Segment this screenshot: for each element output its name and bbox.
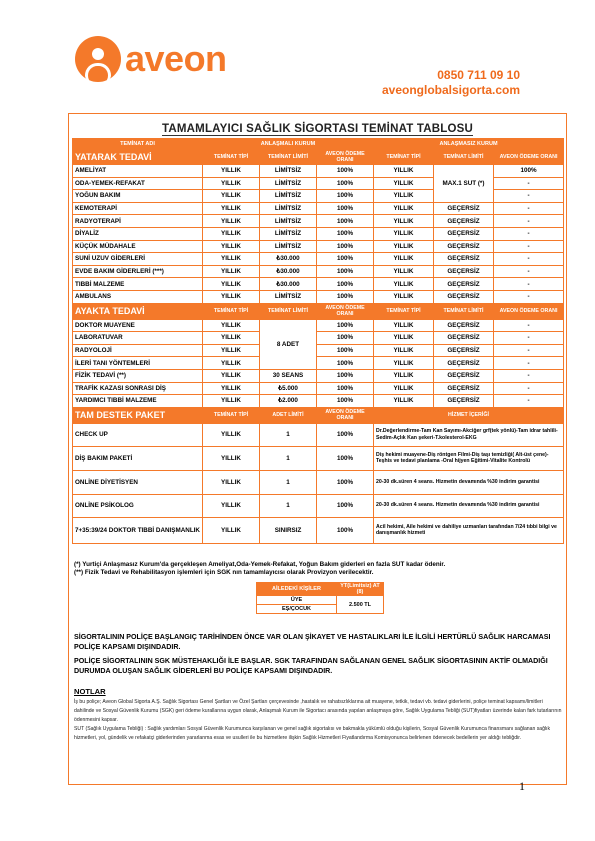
table-row	[73, 470, 564, 494]
coverage-type: YILLIK	[374, 227, 434, 240]
payment-rate: 100%	[317, 357, 374, 370]
payment-rate: 100%	[317, 227, 374, 240]
table-row	[73, 265, 564, 278]
coverage-type: YILLIK	[374, 344, 434, 357]
coverage-name: RADYOTERAPİ	[73, 215, 203, 228]
column-header: AVEON ÖDEME ORANI	[494, 149, 564, 165]
coverage-name: ODA-YEMEK-REFAKAT	[73, 177, 203, 190]
coverage-type: YILLIK	[203, 290, 260, 303]
column-header: AVEON ÖDEME ORANI	[317, 407, 374, 423]
section-header-ayakta	[73, 303, 564, 319]
table-row	[73, 202, 564, 215]
family-limit-header: YT(Limitsiz) AT (8)	[337, 583, 384, 596]
section-header-destek	[73, 407, 564, 423]
website: aveonglobalsigorta.com	[381, 83, 520, 97]
payment-rate: -	[494, 253, 564, 266]
page-number: 1	[519, 779, 525, 793]
coverage-limit: GEÇERSİZ	[434, 202, 494, 215]
table-row	[73, 165, 564, 178]
header-anlasmasiz: ANLAŞMASIZ KURUM	[374, 139, 564, 149]
footnote-1: (*) Yurtiçi Anlaşmasız Kurum'da gerçekleşen Ameliyat,Oda-Yemek-Refakat, Yoğun Bakım giderleri en fazla SUT kadar ödenir.	[74, 561, 446, 568]
coverage-type: YILLIK	[374, 369, 434, 382]
payment-rate: 100%	[317, 517, 374, 543]
coverage-limit: LİMİTSİZ	[260, 202, 317, 215]
package-type: YILLIK	[203, 494, 260, 517]
package-type: YILLIK	[203, 470, 260, 494]
coverage-limit: LİMİTSİZ	[260, 165, 317, 178]
payment-rate: 100%	[317, 470, 374, 494]
section-title: AYAKTA TEDAVİ	[73, 303, 203, 319]
package-name: 7+35:39/24 DOKTOR TIBBİ DANIŞMANLIK	[73, 517, 203, 543]
coverage-limit: GEÇERSİZ	[434, 253, 494, 266]
contact-info	[382, 68, 520, 98]
coverage-limit: LİMİTSİZ	[260, 215, 317, 228]
coverage-type: YILLIK	[374, 357, 434, 370]
phone-number: 0850 711 09 10	[437, 68, 520, 82]
table-row	[73, 215, 564, 228]
payment-rate: 100%	[317, 446, 374, 470]
family-row-member: ÜYE	[257, 596, 337, 605]
service-content: Acil hekimi, Aile hekimi ve dahiliye uzmanları tarafından 7/24 tıbbi bilgi ve danışmanlık hizmeti	[374, 517, 564, 543]
package-count: 1	[260, 494, 317, 517]
table-row	[73, 395, 564, 408]
coverage-limit: GEÇERSİZ	[434, 382, 494, 395]
payment-rate: 100%	[317, 215, 374, 228]
payment-rate: 100%	[317, 190, 374, 203]
table-row	[73, 240, 564, 253]
payment-rate: 100%	[317, 494, 374, 517]
coverage-type: YILLIK	[374, 265, 434, 278]
table-row	[73, 423, 564, 446]
payment-rate: -	[494, 357, 564, 370]
coverage-limit: GEÇERSİZ	[434, 319, 494, 332]
payment-rate: 100%	[317, 265, 374, 278]
coverage-type: YILLIK	[203, 165, 260, 178]
coverage-limit: LİMİTSİZ	[260, 227, 317, 240]
coverage-name: FİZİK TEDAVİ (**)	[73, 369, 203, 382]
payment-rate: -	[494, 395, 564, 408]
table-row	[73, 344, 564, 357]
header-anlasmali: ANLAŞMALI KURUM	[203, 139, 374, 149]
coverage-type: YILLIK	[203, 202, 260, 215]
coverage-type: YILLIK	[374, 165, 434, 178]
column-header: AVEON ÖDEME ORANI	[317, 149, 374, 165]
payment-rate: -	[494, 278, 564, 291]
coverage-limit: ₺30.000	[260, 265, 317, 278]
coverage-type: YILLIK	[203, 369, 260, 382]
coverage-limit: ₺30.000	[260, 278, 317, 291]
coverage-type: YILLIK	[203, 265, 260, 278]
column-header: TEMİNAT LİMİTİ	[260, 149, 317, 165]
column-header: TEMİNAT TİPİ	[374, 303, 434, 319]
payment-rate: -	[494, 382, 564, 395]
warning-1: SİGORTALININ POLİÇE BAŞLANGIÇ TARİHİNDEN ÖNCE VAR OLAN ŞİKAYET VE HASTALIKLARI İLE İLGİLİ HERTÜRLÜ SAĞLIK HARCAMASI POLİÇE KAPSAMI DIŞINDADIR.	[74, 633, 551, 651]
coverage-type: YILLIK	[203, 395, 260, 408]
coverage-type: YILLIK	[374, 177, 434, 190]
package-type: YILLIK	[203, 446, 260, 470]
table-row	[73, 319, 564, 332]
payment-rate: 100%	[317, 278, 374, 291]
payment-rate: -	[494, 190, 564, 203]
table-row	[73, 278, 564, 291]
warning-2: POLİÇE SİGORTALININ SGK MÜSTEHAKLIĞI İLE BAŞLAR. SGK TARAFINDAN SAĞLANAN GENEL SAĞLIK SİGORTASININ AKTİF OLMADIĞI DURUMDA OLUŞAN SAĞLIK GİDERLERİ BU POLİÇE KAPSAMI DIŞINDADIR.	[74, 657, 548, 675]
payment-rate: -	[494, 369, 564, 382]
payment-rate: 100%	[317, 332, 374, 345]
coverage-type: YILLIK	[374, 319, 434, 332]
package-name: CHECK UP	[73, 423, 203, 446]
column-header: TEMİNAT TİPİ	[203, 149, 260, 165]
column-header: TEMİNAT TİPİ	[203, 407, 260, 423]
coverage-limit: GEÇERSİZ	[434, 290, 494, 303]
payment-rate: -	[494, 202, 564, 215]
coverage-limit: GEÇERSİZ	[434, 240, 494, 253]
table-row	[73, 446, 564, 470]
payment-rate: 100%	[317, 344, 374, 357]
coverage-limit: LİMİTSİZ	[260, 190, 317, 203]
coverage-name: YARDIMCI TIBBİ MALZEME	[73, 395, 203, 408]
coverage-name: AMELİYAT	[73, 165, 203, 178]
coverage-type: YILLIK	[203, 227, 260, 240]
coverage-type: YILLIK	[374, 332, 434, 345]
coverage-type: YILLIK	[203, 319, 260, 332]
coverage-type: YILLIK	[374, 253, 434, 266]
table-row	[73, 494, 564, 517]
coverage-limit: GEÇERSİZ	[434, 227, 494, 240]
payment-rate: 100%	[317, 177, 374, 190]
coverage-name: TIBBİ MALZEME	[73, 278, 203, 291]
family-row-spouse: EŞ/ÇOCUK	[257, 605, 337, 614]
person-icon	[75, 36, 121, 82]
coverage-limit: GEÇERSİZ	[434, 265, 494, 278]
table-row	[73, 253, 564, 266]
column-header: TEMİNAT LİMİTİ	[434, 149, 494, 165]
coverage-type: YILLIK	[203, 278, 260, 291]
coverage-type: YILLIK	[374, 202, 434, 215]
package-count: SINIRSIZ	[260, 517, 317, 543]
coverage-type: YILLIK	[203, 382, 260, 395]
service-content: 20-30 dk.süren 4 seans. Hizmetin devamında %30 indirim garantisi	[374, 494, 564, 517]
column-header: TEMİNAT LİMİTİ	[260, 303, 317, 319]
payment-rate: -	[494, 240, 564, 253]
coverage-limit: GEÇERSİZ	[434, 332, 494, 345]
brand-name: aveon	[125, 38, 227, 79]
payment-rate: -	[494, 344, 564, 357]
service-content: 20-30 dk.süren 4 seans. Hizmetin devamında %30 indirim garantisi	[374, 470, 564, 494]
coverage-type: YILLIK	[374, 290, 434, 303]
coverage-name: AMBULANS	[73, 290, 203, 303]
aveon-logo	[75, 32, 227, 96]
payment-rate: 100%	[317, 382, 374, 395]
family-header: AİLEDEKİ KİŞİLER	[257, 583, 337, 596]
section-header-yatarak	[73, 149, 564, 165]
coverage-name: SUNİ UZUV GİDERLERİ	[73, 253, 203, 266]
package-count: 1	[260, 470, 317, 494]
coverage-name: RADYOLOJİ	[73, 344, 203, 357]
coverage-name: DİYALİZ	[73, 227, 203, 240]
coverage-limit: ₺30.000	[260, 253, 317, 266]
section-title: YATARAK TEDAVİ	[73, 149, 203, 165]
table-row	[73, 517, 564, 543]
coverage-limit: GEÇERSİZ	[434, 278, 494, 291]
service-content: Diş hekimi muayene-Diş röntgen Filmi-Diş taşı temizliği( Alt-üst çene)- Teşhis ve tedavi planlama -Oral hijyen Eğitimi-Vitalite Kontrolü	[374, 446, 564, 470]
coverage-name: YOĞUN BAKIM	[73, 190, 203, 203]
coverage-limit: ₺5.000	[260, 382, 317, 395]
coverage-type: YILLIK	[203, 177, 260, 190]
table-row	[73, 290, 564, 303]
coverage-limit: LİMİTSİZ	[260, 240, 317, 253]
coverage-type: YILLIK	[203, 190, 260, 203]
table-row	[73, 227, 564, 240]
coverage-type: YILLIK	[203, 344, 260, 357]
payment-rate: 100%	[317, 202, 374, 215]
note-paragraph-1: İş bu poliçe; Aveon Global Sigorta A.Ş. Sağlık Sigortası Genel Şartları ve Özel Şartları çerçevesinde ,hastalık ve rahatsızlıklarına ait muayene, tetkik, tedavi vb. tedavi giderlerini, poliçe teminat kapsamı/limitleri dahilinde ve Sosyal Güvenlik Kurumu (SGK) geri ödeme kurallarına uygun olarak, Anlaşmalı Kurum ile Sigortacı arasında yapılan anlaşmaya göre, Sağlık Uygulama Tebliği (SUT)fiyatları üzerinde kalan fark tutarlarının ödenmesini kapsar.	[74, 699, 562, 723]
package-count: 1	[260, 423, 317, 446]
coverage-name: KEMOTERAPİ	[73, 202, 203, 215]
coverage-type: YILLIK	[374, 215, 434, 228]
coverage-type: YILLIK	[374, 190, 434, 203]
coverage-type: YILLIK	[374, 240, 434, 253]
header-teminat-adi: TEMİNAT ADI	[73, 139, 203, 149]
payment-rate: 100%	[317, 240, 374, 253]
payment-rate: 100%	[317, 253, 374, 266]
coverage-limit: ₺2.000	[260, 395, 317, 408]
column-header: AVEON ÖDEME ORANI	[494, 303, 564, 319]
coverage-limit: GEÇERSİZ	[434, 369, 494, 382]
column-header: TEMİNAT TİPİ	[374, 149, 434, 165]
payment-rate: 100%	[317, 369, 374, 382]
table-row	[73, 382, 564, 395]
column-header: TEMİNAT LİMİTİ	[434, 303, 494, 319]
coverage-name: İLERİ TANI YÖNTEMLERİ	[73, 357, 203, 370]
coverage-limit: GEÇERSİZ	[434, 215, 494, 228]
coverage-name: LABORATUVAR	[73, 332, 203, 345]
payment-rate: 100%	[494, 165, 564, 178]
page-title: TAMAMLAYICI SAĞLIK SİGORTASI TEMİNAT TABLOSU	[162, 123, 473, 135]
footnote-2: (**) Fizik Tedavi ve Rehabilitasyon işlemleri için SGK nın tamamlayıcısı olarak Provizyon verilecektir.	[74, 569, 374, 577]
coverage-limit: LİMİTSİZ	[260, 177, 317, 190]
payment-rate: -	[494, 227, 564, 240]
coverage-limit: 8 ADET	[260, 319, 317, 369]
coverage-limit: GEÇERSİZ	[434, 357, 494, 370]
package-type: YILLIK	[203, 517, 260, 543]
column-header: AVEON ÖDEME ORANI	[317, 303, 374, 319]
section-title: TAM DESTEK PAKET	[73, 407, 203, 423]
family-price: 2.500 TL	[337, 596, 384, 614]
package-name: ONLİNE PSİKOLOG	[73, 494, 203, 517]
service-content: Dr.Değerlendirme-Tam Kan Sayımı-Akciğer grf(tek yönlü)-Tam idrar tahlili-Sedim-Açlık Kan şekeri-T.kolesterol-EKG	[374, 423, 564, 446]
coverage-limit: GEÇERSİZ	[434, 344, 494, 357]
coverage-limit: 30 SEANS	[260, 369, 317, 382]
table-header-row	[73, 139, 564, 149]
package-name: ONLİNE DİYETİSYEN	[73, 470, 203, 494]
coverage-name: KÜÇÜK MÜDAHALE	[73, 240, 203, 253]
coverage-limit: GEÇERSİZ	[434, 395, 494, 408]
column-header: ADET LİMİTİ	[260, 407, 317, 423]
coverage-type: YILLIK	[203, 215, 260, 228]
table-row	[73, 357, 564, 370]
family-price-table	[256, 582, 384, 614]
coverage-limit: MAX.1 SUT (*)	[434, 165, 494, 203]
payment-rate: -	[494, 319, 564, 332]
payment-rate: -	[494, 177, 564, 190]
payment-rate: 100%	[317, 423, 374, 446]
payment-rate: 100%	[317, 165, 374, 178]
payment-rate: 100%	[317, 395, 374, 408]
footnotes	[74, 561, 564, 578]
coverage-type: YILLIK	[203, 332, 260, 345]
coverage-type: YILLIK	[203, 357, 260, 370]
coverage-type: YILLIK	[374, 395, 434, 408]
payment-rate: -	[494, 265, 564, 278]
column-header: HİZMET İÇERİĞİ	[374, 407, 564, 423]
coverage-name: DOKTOR MUAYENE	[73, 319, 203, 332]
coverage-limit: LİMİTSİZ	[260, 290, 317, 303]
coverage-name: EVDE BAKIM GİDERLERİ (***)	[73, 265, 203, 278]
coverage-type: YILLIK	[203, 240, 260, 253]
coverage-table	[72, 138, 564, 544]
payment-rate: 100%	[317, 290, 374, 303]
payment-rate: -	[494, 332, 564, 345]
package-count: 1	[260, 446, 317, 470]
coverage-type: YILLIK	[374, 382, 434, 395]
payment-rate: -	[494, 290, 564, 303]
coverage-type: YILLIK	[374, 278, 434, 291]
package-type: YILLIK	[203, 423, 260, 446]
payment-rate: -	[494, 215, 564, 228]
table-row	[73, 332, 564, 345]
package-name: DİŞ BAKIM PAKETİ	[73, 446, 203, 470]
notes-title: NOTLAR	[74, 687, 106, 696]
coverage-name: TRAFİK KAZASI SONRASI DİŞ	[73, 382, 203, 395]
table-row	[73, 369, 564, 382]
payment-rate: 100%	[317, 319, 374, 332]
coverage-type: YILLIK	[203, 253, 260, 266]
column-header: TEMİNAT TİPİ	[203, 303, 260, 319]
note-paragraph-2: SUT (Sağlık Uygulama Tebliği) : Sağlık yardımları Sosyal Güvenlik Kurumunca karşılanan ve genel sağlık sigortalısı ve bakmakla yükümlü olduğu kişilerin, Sosyal Güvenlik Kurumunca finansmanı sağlanan sağlık hizmetleri, yol, gündelik ve refakatçi giderlerinden yararlanma esas ve usulleri ile bu hizmetlere ilişkin Sağlık Hizmetleri Fiyatlandırma Komisyonunca belirlenen ödenecek bedellerin yer aldığı tebliğdir.	[74, 726, 551, 741]
